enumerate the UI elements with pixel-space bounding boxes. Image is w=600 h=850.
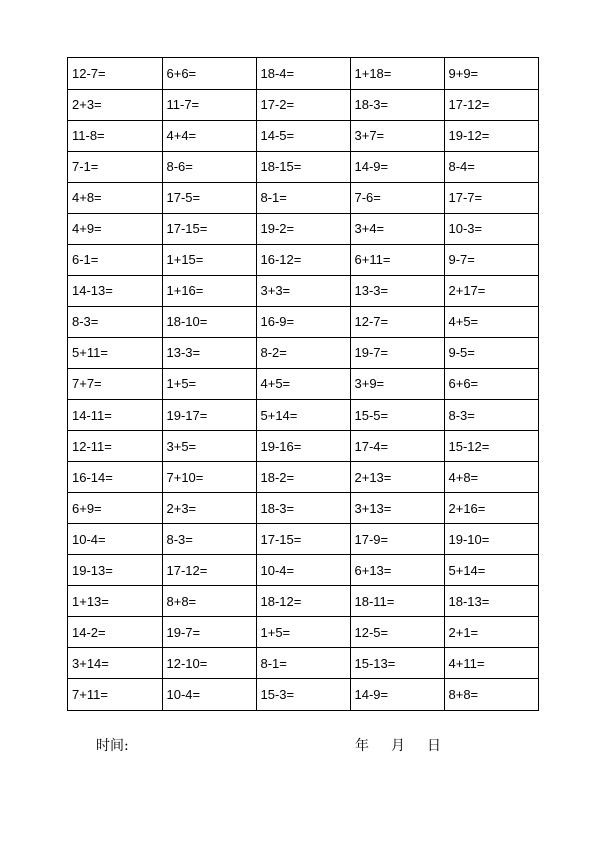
- problem-cell: 11-8=: [68, 120, 162, 151]
- problem-cell: 19-7=: [350, 337, 444, 368]
- problem-cell: 8-3=: [68, 306, 162, 337]
- table-row: [68, 617, 538, 648]
- problem-cell: 13-3=: [162, 337, 256, 368]
- table-row: [68, 462, 538, 493]
- problem-cell: 4+8=: [444, 462, 538, 493]
- table-row: [68, 213, 538, 244]
- problem-cell: 8-2=: [256, 337, 350, 368]
- problem-cell: 1+5=: [162, 368, 256, 399]
- problem-cell: 6+9=: [68, 493, 162, 524]
- problem-cell: 17-5=: [162, 182, 256, 213]
- problem-cell: 18-12=: [256, 586, 350, 617]
- problem-cell: 5+11=: [68, 337, 162, 368]
- problem-cell: 9-5=: [444, 337, 538, 368]
- problem-cell: 10-3=: [444, 213, 538, 244]
- problem-cell: 17-2=: [256, 89, 350, 120]
- problem-cell: 14-5=: [256, 120, 350, 151]
- problem-cell: 7+7=: [68, 368, 162, 399]
- problem-cell: 4+9=: [68, 213, 162, 244]
- table-row: [68, 151, 538, 182]
- problem-cell: 19-12=: [444, 120, 538, 151]
- problem-cell: 3+7=: [350, 120, 444, 151]
- problem-cell: 3+4=: [350, 213, 444, 244]
- problem-cell: 3+3=: [256, 275, 350, 306]
- problem-cell: 7-1=: [68, 151, 162, 182]
- worksheet-grid: [67, 57, 539, 711]
- table-row: [68, 586, 538, 617]
- problem-cell: 16-14=: [68, 462, 162, 493]
- table-row: [68, 182, 538, 213]
- problem-cell: 17-12=: [444, 89, 538, 120]
- problem-cell: 2+16=: [444, 493, 538, 524]
- table-row: [68, 368, 538, 399]
- problem-cell: 4+5=: [256, 368, 350, 399]
- problem-cell: 18-13=: [444, 586, 538, 617]
- problem-cell: 8-1=: [256, 182, 350, 213]
- problem-cell: 1+5=: [256, 617, 350, 648]
- problem-cell: 8-4=: [444, 151, 538, 182]
- problem-cell: 17-12=: [162, 555, 256, 586]
- problem-cell: 17-15=: [256, 524, 350, 555]
- problem-cell: 12-5=: [350, 617, 444, 648]
- problem-cell: 18-10=: [162, 306, 256, 337]
- problem-cell: 4+5=: [444, 306, 538, 337]
- problem-cell: 7+11=: [68, 679, 162, 710]
- table-row: [68, 275, 538, 306]
- problem-cell: 3+14=: [68, 648, 162, 679]
- problem-cell: 4+8=: [68, 182, 162, 213]
- problem-cell: 2+3=: [162, 493, 256, 524]
- problem-cell: 1+13=: [68, 586, 162, 617]
- problem-cell: 14-9=: [350, 679, 444, 710]
- problem-cell: 17-4=: [350, 431, 444, 462]
- table-row: [68, 679, 538, 710]
- problem-cell: 6+11=: [350, 244, 444, 275]
- problem-cell: 9-7=: [444, 244, 538, 275]
- table-row: [68, 89, 538, 120]
- problem-cell: 2+1=: [444, 617, 538, 648]
- problem-cell: 16-12=: [256, 244, 350, 275]
- problem-cell: 19-10=: [444, 524, 538, 555]
- date-field: [355, 735, 441, 755]
- problem-cell: 18-4=: [256, 58, 350, 89]
- problem-cell: 17-7=: [444, 182, 538, 213]
- problem-cell: 14-13=: [68, 275, 162, 306]
- problem-cell: 3+13=: [350, 493, 444, 524]
- table-row: [68, 524, 538, 555]
- table-row: [68, 306, 538, 337]
- problem-cell: 3+9=: [350, 368, 444, 399]
- problem-cell: 8+8=: [162, 586, 256, 617]
- problem-cell: 7-6=: [350, 182, 444, 213]
- problem-cell: 12-7=: [68, 58, 162, 89]
- problem-cell: 12-11=: [68, 431, 162, 462]
- problem-cell: 19-16=: [256, 431, 350, 462]
- problem-cell: 10-4=: [256, 555, 350, 586]
- problem-table: [68, 58, 538, 710]
- problem-cell: 5+14=: [256, 400, 350, 431]
- problem-cell: 19-13=: [68, 555, 162, 586]
- problem-cell: 18-15=: [256, 151, 350, 182]
- problem-cell: 4+4=: [162, 120, 256, 151]
- problem-cell: 19-17=: [162, 400, 256, 431]
- month-label: 月: [391, 738, 405, 754]
- problem-cell: 8-3=: [162, 524, 256, 555]
- problem-cell: 10-4=: [68, 524, 162, 555]
- problem-cell: 12-10=: [162, 648, 256, 679]
- problem-cell: 17-9=: [350, 524, 444, 555]
- problem-cell: 8+8=: [444, 679, 538, 710]
- year-label: 年: [355, 738, 369, 754]
- problem-cell: 1+15=: [162, 244, 256, 275]
- problem-cell: 8-3=: [444, 400, 538, 431]
- table-row: [68, 400, 538, 431]
- problem-cell: 5+14=: [444, 555, 538, 586]
- problem-cell: 6+6=: [444, 368, 538, 399]
- problem-cell: 8-6=: [162, 151, 256, 182]
- problem-cell: 15-13=: [350, 648, 444, 679]
- problem-cell: 4+11=: [444, 648, 538, 679]
- problem-cell: 18-3=: [256, 493, 350, 524]
- problem-cell: 10-4=: [162, 679, 256, 710]
- problem-cell: 14-11=: [68, 400, 162, 431]
- problem-cell: 14-9=: [350, 151, 444, 182]
- day-label: 日: [427, 738, 441, 754]
- problem-cell: 18-2=: [256, 462, 350, 493]
- problem-cell: 18-11=: [350, 586, 444, 617]
- problem-cell: 7+10=: [162, 462, 256, 493]
- problem-cell: 12-7=: [350, 306, 444, 337]
- problem-cell: 2+13=: [350, 462, 444, 493]
- table-row: [68, 58, 538, 89]
- problem-cell: 9+9=: [444, 58, 538, 89]
- table-row: [68, 555, 538, 586]
- problem-cell: 16-9=: [256, 306, 350, 337]
- problem-cell: 17-15=: [162, 213, 256, 244]
- problem-cell: 6+6=: [162, 58, 256, 89]
- time-label: 时间:: [96, 738, 129, 754]
- problem-cell: 3+5=: [162, 431, 256, 462]
- table-row: [68, 493, 538, 524]
- problem-cell: 15-12=: [444, 431, 538, 462]
- problem-cell: 18-3=: [350, 89, 444, 120]
- table-row: [68, 648, 538, 679]
- problem-cell: 2+17=: [444, 275, 538, 306]
- problem-cell: 1+18=: [350, 58, 444, 89]
- problem-cell: 2+3=: [68, 89, 162, 120]
- problem-cell: 13-3=: [350, 275, 444, 306]
- problem-cell: 1+16=: [162, 275, 256, 306]
- problem-cell: 14-2=: [68, 617, 162, 648]
- table-row: [68, 244, 538, 275]
- problem-cell: 6-1=: [68, 244, 162, 275]
- problem-cell: 8-1=: [256, 648, 350, 679]
- problem-cell: 11-7=: [162, 89, 256, 120]
- problem-cell: 6+13=: [350, 555, 444, 586]
- problem-cell: 15-3=: [256, 679, 350, 710]
- table-row: [68, 431, 538, 462]
- table-row: [68, 120, 538, 151]
- problem-cell: 19-2=: [256, 213, 350, 244]
- table-row: [68, 337, 538, 368]
- problem-cell: 15-5=: [350, 400, 444, 431]
- problem-cell: 19-7=: [162, 617, 256, 648]
